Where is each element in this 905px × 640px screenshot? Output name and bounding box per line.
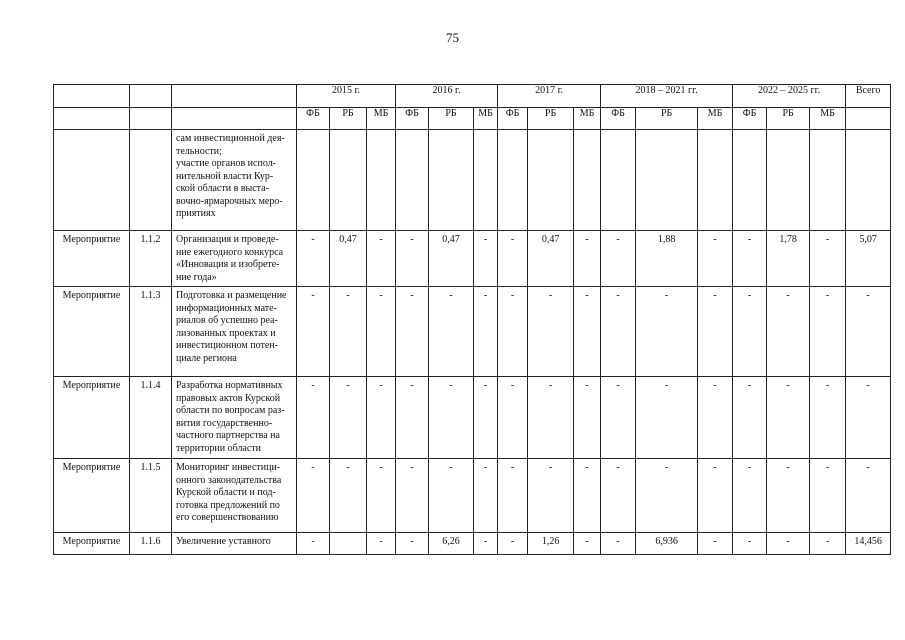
value-cell: -	[498, 287, 528, 377]
value-cell: -	[528, 377, 574, 459]
total-cell: 14,456	[846, 533, 891, 555]
value-cell: -	[396, 377, 429, 459]
total-header: Всего	[846, 85, 891, 108]
value-cell: -	[367, 377, 396, 459]
value-cell: 6,936	[636, 533, 698, 555]
table-row	[54, 231, 891, 287]
value-cell: -	[330, 287, 367, 377]
period-header: 2015 г.	[297, 85, 396, 108]
row-code: 1.1.2	[130, 231, 172, 287]
value-cell: 1,88	[636, 231, 698, 287]
value-cell: -	[698, 459, 733, 533]
row-type: Мероприятие	[54, 231, 130, 287]
row-code: 1.1.4	[130, 377, 172, 459]
row-description: Подготовка и размещение информационных мате- риалов об успешно реа- лизованных проектах и инвестиционном потен- циале региона	[172, 287, 297, 377]
row-code: 1.1.5	[130, 459, 172, 533]
value-cell: -	[698, 533, 733, 555]
total-cell: -	[846, 287, 891, 377]
value-cell: -	[474, 459, 498, 533]
value-cell: -	[367, 533, 396, 555]
value-cell: -	[636, 287, 698, 377]
table-row	[54, 287, 891, 377]
value-cell: -	[574, 459, 601, 533]
value-cell: -	[733, 533, 767, 555]
value-cell: -	[528, 287, 574, 377]
value-cell: -	[396, 533, 429, 555]
value-cell: -	[429, 377, 474, 459]
value-cell: 0,47	[528, 231, 574, 287]
value-cell: -	[498, 231, 528, 287]
value-cell: -	[396, 287, 429, 377]
source-header-mb: МБ	[698, 108, 733, 130]
value-cell: -	[767, 533, 810, 555]
source-header-fb: ФБ	[601, 108, 636, 130]
value-cell: -	[367, 231, 396, 287]
value-cell: -	[698, 377, 733, 459]
value-cell: -	[297, 533, 330, 555]
header-empty-desc	[172, 85, 297, 108]
value-cell: -	[474, 231, 498, 287]
value-cell: -	[367, 459, 396, 533]
source-header-fb: ФБ	[498, 108, 528, 130]
value-cell: -	[297, 459, 330, 533]
value-cell: -	[330, 459, 367, 533]
value-cell: -	[528, 459, 574, 533]
value-cell: -	[810, 459, 846, 533]
source-header-fb: ФБ	[396, 108, 429, 130]
value-cell: -	[396, 459, 429, 533]
source-header-fb: ФБ	[733, 108, 767, 130]
value-cell: -	[396, 231, 429, 287]
value-cell: -	[367, 287, 396, 377]
value-cell: -	[767, 459, 810, 533]
value-cell: -	[601, 377, 636, 459]
value-cell: -	[297, 287, 330, 377]
value-cell: -	[810, 231, 846, 287]
source-header-mb: МБ	[574, 108, 601, 130]
value-cell: -	[574, 287, 601, 377]
row-code: 1.1.6	[130, 533, 172, 555]
row-description: Мониторинг инвестици- онного законодательства Курской области и под- готовка предложений по его совершенствованию	[172, 459, 297, 533]
row-type: Мероприятие	[54, 287, 130, 377]
period-header: 2022 – 2025 гг.	[733, 85, 846, 108]
table-row	[54, 533, 891, 555]
value-cell: -	[297, 377, 330, 459]
value-cell: -	[767, 377, 810, 459]
source-header-mb: МБ	[474, 108, 498, 130]
source-header-rb: РБ	[528, 108, 574, 130]
value-cell: -	[574, 377, 601, 459]
period-header: 2018 – 2021 гг.	[601, 85, 733, 108]
header-row-sources	[54, 108, 891, 130]
value-cell: -	[474, 377, 498, 459]
source-header-mb: МБ	[810, 108, 846, 130]
value-cell: -	[767, 287, 810, 377]
value-cell: -	[698, 287, 733, 377]
source-header-mb: МБ	[367, 108, 396, 130]
value-cell: -	[733, 377, 767, 459]
value-cell: -	[810, 287, 846, 377]
total-cell: -	[846, 459, 891, 533]
value-cell: -	[474, 533, 498, 555]
value-cell: -	[429, 287, 474, 377]
header-empty-code	[130, 85, 172, 108]
header-row-periods	[54, 85, 891, 108]
value-cell: -	[733, 287, 767, 377]
period-header: 2016 г.	[396, 85, 498, 108]
period-header: 2017 г.	[498, 85, 601, 108]
row-type: Мероприятие	[54, 377, 130, 459]
value-cell: -	[429, 459, 474, 533]
value-cell: -	[474, 287, 498, 377]
row-description: Разработка нормативных правовых актов Курской области по вопросам раз- вития государственно- частного партнерства на территории области	[172, 377, 297, 459]
value-cell: -	[498, 377, 528, 459]
value-cell: -	[601, 459, 636, 533]
value-cell: 1,78	[767, 231, 810, 287]
row-type: Мероприятие	[54, 533, 130, 555]
value-cell: -	[601, 231, 636, 287]
value-cell: -	[636, 377, 698, 459]
value-cell: -	[498, 533, 528, 555]
value-cell: 0,47	[330, 231, 367, 287]
row-description: Увеличение уставного	[172, 533, 297, 555]
source-header-rb: РБ	[429, 108, 474, 130]
row-description: Организация и проведе- ние ежегодного конкурса «Инновация и изобрете- ние года»	[172, 231, 297, 287]
row-type: Мероприятие	[54, 459, 130, 533]
value-cell: 0,47	[429, 231, 474, 287]
total-cell: -	[846, 377, 891, 459]
continuation-row	[54, 130, 891, 231]
value-cell	[330, 533, 367, 555]
table-row	[54, 459, 891, 533]
value-cell: 6,26	[429, 533, 474, 555]
value-cell: -	[698, 231, 733, 287]
budget-table	[53, 84, 891, 555]
value-cell: -	[810, 377, 846, 459]
value-cell: -	[733, 231, 767, 287]
value-cell: -	[574, 231, 601, 287]
value-cell: -	[297, 231, 330, 287]
value-cell: -	[810, 533, 846, 555]
value-cell: -	[498, 459, 528, 533]
source-header-rb: РБ	[767, 108, 810, 130]
table-row	[54, 377, 891, 459]
value-cell: -	[733, 459, 767, 533]
value-cell: -	[601, 287, 636, 377]
header-empty-type	[54, 85, 130, 108]
value-cell: -	[636, 459, 698, 533]
source-header-rb: РБ	[330, 108, 367, 130]
source-header-rb: РБ	[636, 108, 698, 130]
value-cell: 1,26	[528, 533, 574, 555]
source-header-fb: ФБ	[297, 108, 330, 130]
value-cell: -	[601, 533, 636, 555]
row-code: 1.1.3	[130, 287, 172, 377]
total-cell: 5,07	[846, 231, 891, 287]
value-cell: -	[574, 533, 601, 555]
value-cell: -	[330, 377, 367, 459]
continuation-description: сам инвестиционной дея- тельности; участие органов испол- нительной власти Кур- ской области в выста- вочно-ярмарочных меро- приятиях	[172, 130, 297, 231]
page-number: 75	[446, 30, 459, 45]
